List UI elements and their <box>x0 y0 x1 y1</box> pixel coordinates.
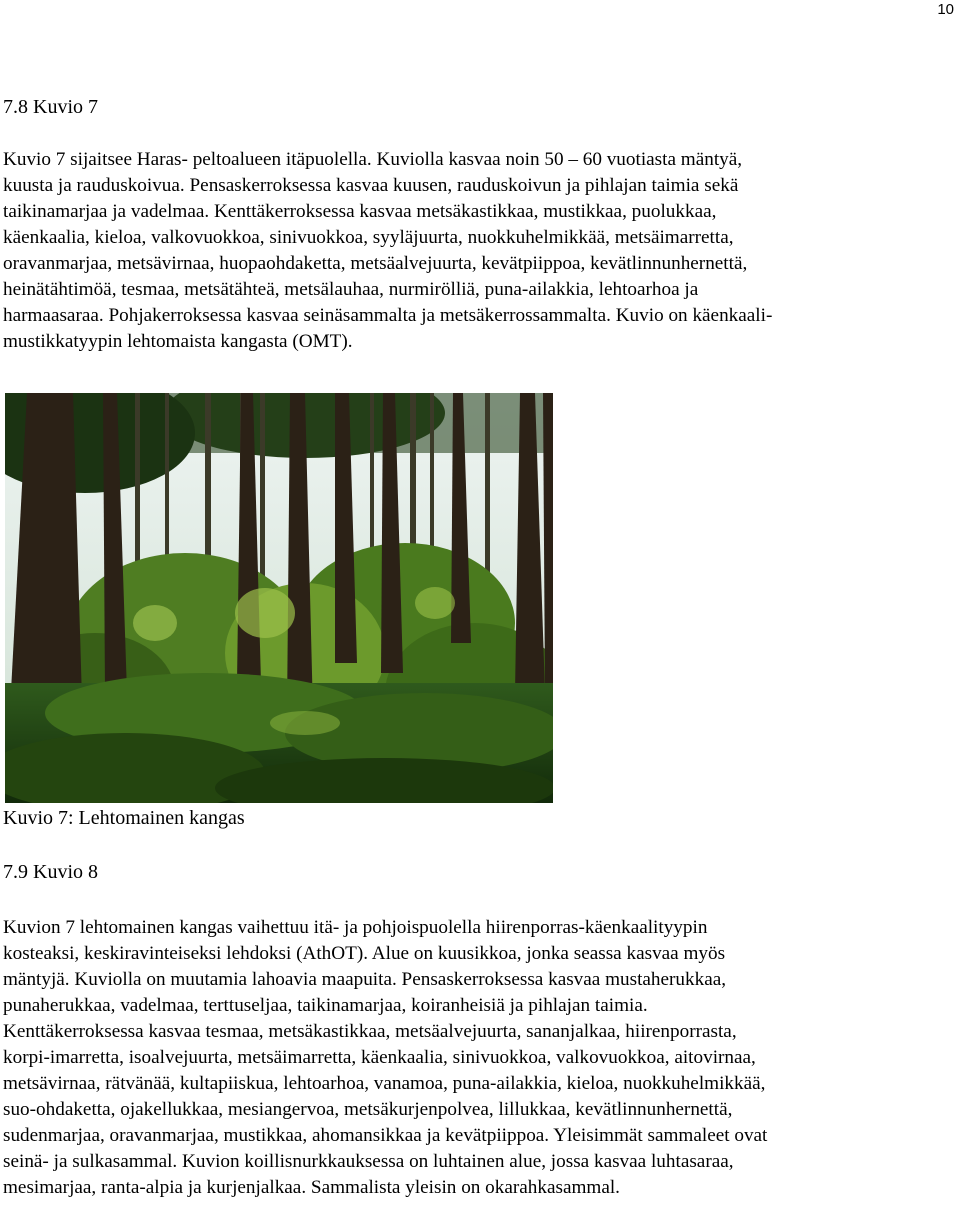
section-heading-kuvio-8: 7.9 Kuvio 8 <box>3 861 98 883</box>
section-heading-kuvio-7: 7.8 Kuvio 7 <box>3 96 98 118</box>
text-line: kuusta ja rauduskoivua. Pensaskerroksessa kasvaa kuusen, rauduskoivun ja pihlajan taimia sekä <box>3 175 739 196</box>
text-line: sudenmarjaa, oravanmarjaa, mustikkaa, ahomansikkaa ja kevätpiippoa. Yleisimmät sammaleet ovat <box>3 1125 768 1146</box>
text-line: harmaasaraa. Pohjakerroksessa kasvaa seinäsammalta ja metsäkerrossammalta. Kuvio on käenkaali- <box>3 305 773 326</box>
forest-photo <box>5 393 553 803</box>
text-line: kosteaksi, keskiravinteiseksi lehdoksi (AthOT). Alue on kuusikkoa, jonka seassa kasvaa myös <box>3 943 726 964</box>
text-line: taikinamarjaa ja vadelmaa. Kenttäkerroksessa kasvaa metsäkastikkaa, mustikkaa, puolukkaa, <box>3 201 717 222</box>
figure-caption: Kuvio 7: Lehtomainen kangas <box>3 807 245 829</box>
text-line: seinä- ja sulkasammal. Kuvion koillisnurkkauksessa on luhtainen alue, jossa kasvaa luhtasaraa, <box>3 1151 734 1172</box>
text-line: mesimarjaa, ranta-alpia ja kurjenjalkaa. Sammalista yleisin on okarahkasammal. <box>3 1177 620 1198</box>
text-line: mustikkatyypin lehtomaista kangasta (OMT). <box>3 331 353 352</box>
text-line: Kuvion 7 lehtomainen kangas vaihettuu itä- ja pohjoispuolella hiirenporras-käenkaalityypin <box>3 917 708 938</box>
text-line: metsävirnaa, rätvänää, kultapiiskua, lehtoarhoa, vanamoa, puna-ailakkia, kieloa, nuokkuhelmikkää, <box>3 1073 766 1094</box>
text-line: käenkaalia, kieloa, valkovuokkoa, sinivuokkoa, syyläjuurta, nuokkuhelmikkää, metsäimarretta, <box>3 227 734 248</box>
text-line: mäntyjä. Kuviolla on muutamia lahoavia maapuita. Pensaskerroksessa kasvaa mustaherukkaa, <box>3 969 727 990</box>
text-line: Kuvio 7 sijaitsee Haras- peltoalueen itäpuolella. Kuviolla kasvaa noin 50 – 60 vuotiasta mäntyä, <box>3 149 743 170</box>
paragraph-kuvio-8 <box>3 915 958 1201</box>
text-line: oravanmarjaa, metsävirnaa, huopaohdaketta, metsäalvejuurta, kevätpiippoa, kevätlinnunhernettä, <box>3 253 748 274</box>
text-line: heinätähtimöä, tesmaa, metsätähteä, metsälauhaa, nurmirölliä, puna-ailakkia, lehtoarhoa ja <box>3 279 699 300</box>
text-line: korpi-imarretta, isoalvejuurta, metsäimarretta, käenkaalia, sinivuokkoa, valkovuokkoa, aitovirnaa, <box>3 1047 756 1068</box>
paragraph-kuvio-7 <box>3 147 958 355</box>
page-number: 10 <box>937 1 954 18</box>
text-line: punaherukkaa, vadelmaa, terttuseljaa, taikinamarjaa, koiranheisiä ja pihlajan taimia. <box>3 995 648 1016</box>
text-line: suo-ohdaketta, ojakellukkaa, mesiangervoa, metsäkurjenpolvea, lillukkaa, kevätlinnunhernettä, <box>3 1099 733 1120</box>
text-line: Kenttäkerroksessa kasvaa tesmaa, metsäkastikkaa, metsäalvejuurta, sananjalkaa, hiirenporrasta, <box>3 1021 737 1042</box>
